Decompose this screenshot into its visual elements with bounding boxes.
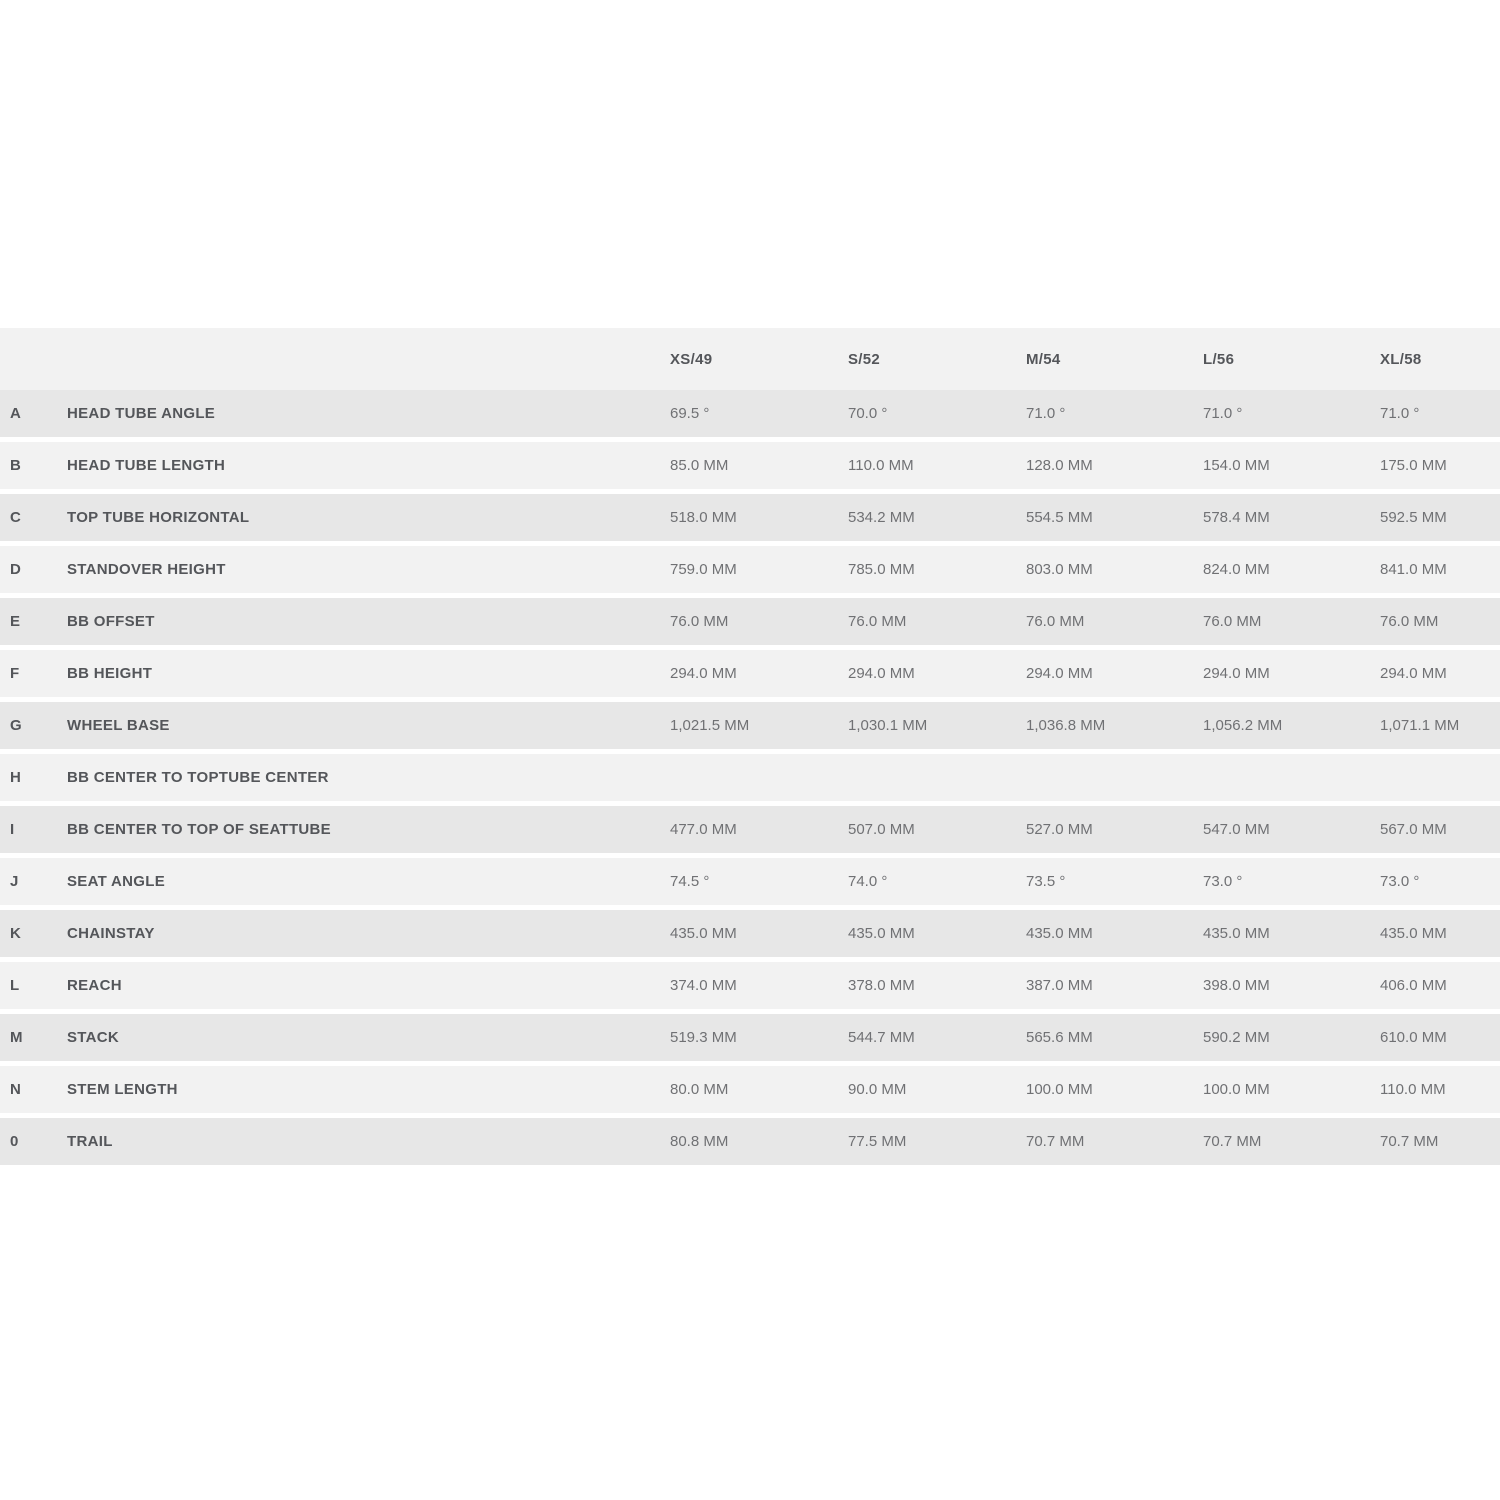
row-value: 70.7 MM	[1370, 1118, 1500, 1170]
row-value: 824.0 MM	[1193, 546, 1370, 598]
header-cell-size-s-52: S/52	[838, 328, 1016, 390]
row-value: 507.0 MM	[838, 806, 1016, 858]
row-value: 435.0 MM	[1370, 910, 1500, 962]
row-value: 294.0 MM	[1370, 650, 1500, 702]
row-label: BB CENTER TO TOP OF SEATTUBE	[57, 806, 660, 858]
row-letter: J	[0, 858, 57, 910]
row-value: 74.5 °	[660, 858, 838, 910]
row-label: HEAD TUBE LENGTH	[57, 442, 660, 494]
row-value: 85.0 MM	[660, 442, 838, 494]
row-label: STANDOVER HEIGHT	[57, 546, 660, 598]
row-value: 71.0 °	[1193, 390, 1370, 442]
row-value: 294.0 MM	[1193, 650, 1370, 702]
header-cell-size-m-54: M/54	[1016, 328, 1193, 390]
row-label: SEAT ANGLE	[57, 858, 660, 910]
row-letter: F	[0, 650, 57, 702]
table-row	[0, 598, 1500, 650]
geometry-table-container	[0, 328, 1500, 1170]
row-value: 80.0 MM	[660, 1066, 838, 1118]
row-letter: E	[0, 598, 57, 650]
table-row	[0, 702, 1500, 754]
row-label: BB HEIGHT	[57, 650, 660, 702]
row-value: 785.0 MM	[838, 546, 1016, 598]
row-value: 544.7 MM	[838, 1014, 1016, 1066]
row-value: 70.0 °	[838, 390, 1016, 442]
row-value: 610.0 MM	[1370, 1014, 1500, 1066]
row-value: 110.0 MM	[1370, 1066, 1500, 1118]
row-value: 387.0 MM	[1016, 962, 1193, 1014]
row-value: 175.0 MM	[1370, 442, 1500, 494]
row-letter: L	[0, 962, 57, 1014]
row-value: 80.8 MM	[660, 1118, 838, 1170]
row-value: 76.0 MM	[1016, 598, 1193, 650]
row-value: 519.3 MM	[660, 1014, 838, 1066]
row-value: 110.0 MM	[838, 442, 1016, 494]
row-label: REACH	[57, 962, 660, 1014]
row-value	[1193, 754, 1370, 806]
geometry-table-body	[0, 390, 1500, 1170]
row-value: 590.2 MM	[1193, 1014, 1370, 1066]
row-value: 406.0 MM	[1370, 962, 1500, 1014]
row-letter: I	[0, 806, 57, 858]
geometry-table-header	[0, 328, 1500, 390]
row-label: BB OFFSET	[57, 598, 660, 650]
header-cell-size-xs-49: XS/49	[660, 328, 838, 390]
row-label: WHEEL BASE	[57, 702, 660, 754]
row-value: 527.0 MM	[1016, 806, 1193, 858]
row-letter: N	[0, 1066, 57, 1118]
row-value: 73.5 °	[1016, 858, 1193, 910]
row-value: 554.5 MM	[1016, 494, 1193, 546]
row-label: HEAD TUBE ANGLE	[57, 390, 660, 442]
row-letter: G	[0, 702, 57, 754]
row-value: 435.0 MM	[1193, 910, 1370, 962]
row-letter: C	[0, 494, 57, 546]
row-value: 74.0 °	[838, 858, 1016, 910]
row-value: 100.0 MM	[1193, 1066, 1370, 1118]
header-cell-label	[57, 328, 660, 390]
table-row	[0, 910, 1500, 962]
table-row	[0, 442, 1500, 494]
row-value: 100.0 MM	[1016, 1066, 1193, 1118]
row-value	[660, 754, 838, 806]
table-row	[0, 390, 1500, 442]
row-value: 547.0 MM	[1193, 806, 1370, 858]
table-row	[0, 1066, 1500, 1118]
row-label: STACK	[57, 1014, 660, 1066]
row-label: STEM LENGTH	[57, 1066, 660, 1118]
table-row	[0, 754, 1500, 806]
table-row	[0, 650, 1500, 702]
row-value: 534.2 MM	[838, 494, 1016, 546]
row-value: 1,056.2 MM	[1193, 702, 1370, 754]
row-value: 1,036.8 MM	[1016, 702, 1193, 754]
row-value: 294.0 MM	[1016, 650, 1193, 702]
row-value: 70.7 MM	[1016, 1118, 1193, 1170]
table-row	[0, 962, 1500, 1014]
row-value: 592.5 MM	[1370, 494, 1500, 546]
row-value: 578.4 MM	[1193, 494, 1370, 546]
table-row	[0, 806, 1500, 858]
row-label: CHAINSTAY	[57, 910, 660, 962]
table-row	[0, 494, 1500, 546]
row-value: 76.0 MM	[660, 598, 838, 650]
row-value: 90.0 MM	[838, 1066, 1016, 1118]
row-value: 1,021.5 MM	[660, 702, 838, 754]
row-value: 518.0 MM	[660, 494, 838, 546]
row-value: 69.5 °	[660, 390, 838, 442]
header-cell-letter	[0, 328, 57, 390]
row-value: 759.0 MM	[660, 546, 838, 598]
row-value: 71.0 °	[1016, 390, 1193, 442]
bike-geometry-table	[0, 328, 1500, 1170]
row-value	[1370, 754, 1500, 806]
table-row	[0, 1014, 1500, 1066]
header-cell-size-xl-58: XL/58	[1370, 328, 1500, 390]
row-value: 154.0 MM	[1193, 442, 1370, 494]
row-letter: M	[0, 1014, 57, 1066]
row-value: 398.0 MM	[1193, 962, 1370, 1014]
row-value: 567.0 MM	[1370, 806, 1500, 858]
table-row	[0, 858, 1500, 910]
row-value: 435.0 MM	[660, 910, 838, 962]
row-value: 1,030.1 MM	[838, 702, 1016, 754]
row-value: 73.0 °	[1193, 858, 1370, 910]
row-value: 435.0 MM	[1016, 910, 1193, 962]
row-letter: H	[0, 754, 57, 806]
row-value: 477.0 MM	[660, 806, 838, 858]
row-letter: K	[0, 910, 57, 962]
row-letter: B	[0, 442, 57, 494]
header-cell-size-l-56: L/56	[1193, 328, 1370, 390]
row-value: 77.5 MM	[838, 1118, 1016, 1170]
table-row	[0, 546, 1500, 598]
row-value: 803.0 MM	[1016, 546, 1193, 598]
table-row	[0, 1118, 1500, 1170]
row-value: 76.0 MM	[1193, 598, 1370, 650]
row-letter: D	[0, 546, 57, 598]
row-letter: 0	[0, 1118, 57, 1170]
header-row	[0, 328, 1500, 390]
row-value: 71.0 °	[1370, 390, 1500, 442]
row-value: 73.0 °	[1370, 858, 1500, 910]
row-value: 435.0 MM	[838, 910, 1016, 962]
row-value: 76.0 MM	[838, 598, 1016, 650]
row-value: 1,071.1 MM	[1370, 702, 1500, 754]
row-value: 841.0 MM	[1370, 546, 1500, 598]
row-value	[1016, 754, 1193, 806]
row-label: TOP TUBE HORIZONTAL	[57, 494, 660, 546]
row-value: 565.6 MM	[1016, 1014, 1193, 1066]
row-value: 378.0 MM	[838, 962, 1016, 1014]
row-label: BB CENTER TO TOPTUBE CENTER	[57, 754, 660, 806]
row-value	[838, 754, 1016, 806]
row-value: 294.0 MM	[660, 650, 838, 702]
row-value: 76.0 MM	[1370, 598, 1500, 650]
row-letter: A	[0, 390, 57, 442]
row-value: 70.7 MM	[1193, 1118, 1370, 1170]
row-label: TRAIL	[57, 1118, 660, 1170]
row-value: 294.0 MM	[838, 650, 1016, 702]
row-value: 128.0 MM	[1016, 442, 1193, 494]
row-value: 374.0 MM	[660, 962, 838, 1014]
